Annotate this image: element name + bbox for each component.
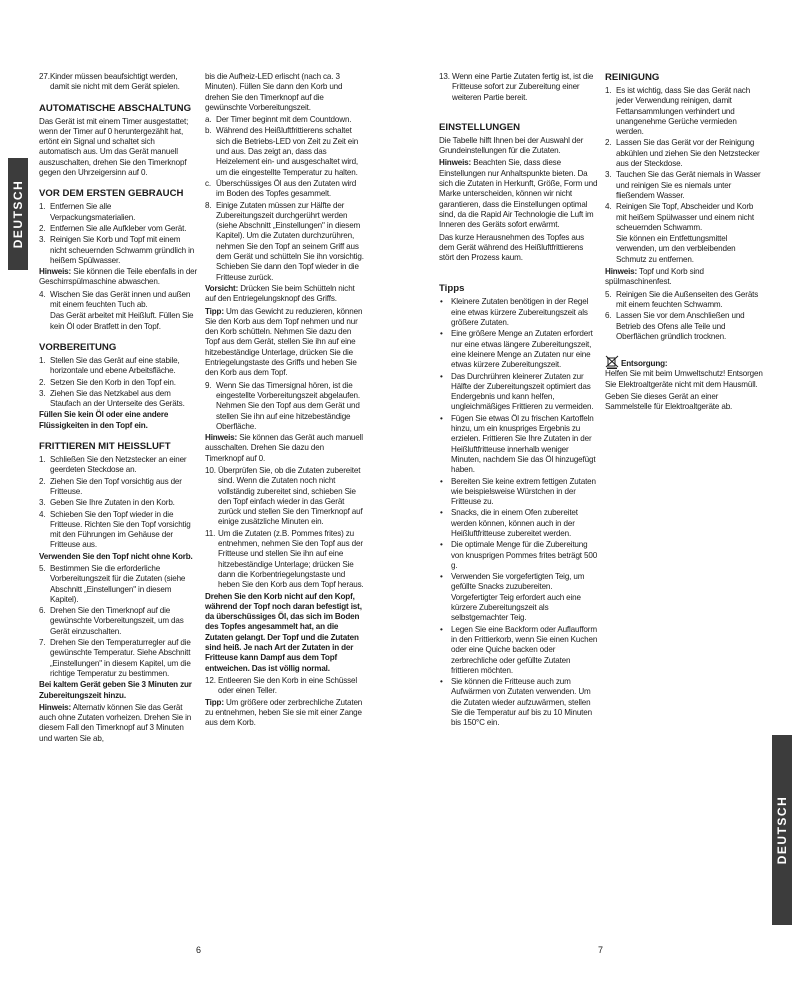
frying-steps-10-11	[205, 466, 364, 591]
hint-settings: Hinweis: Beachten Sie, dass diese Einstellungen nur Anhaltspunkte bieten. Da sich die Zutaten in Herkunft, Größe, Form und Marke unterscheiden, können wir nicht garantieren, dass die Einstellungen optimal sind, da die Rapid Air Technologie die Luft im Inneren des Geräts sofort erwärmt.	[439, 158, 598, 230]
frying-steps-2	[39, 564, 198, 679]
disposal-block	[605, 355, 765, 390]
list-item: • Legen Sie eine Backform oder Auflaufform in den Frittierkorb, wenn Sie einen Kuchen oder eine Quiche backen oder zerbrechliche oder gefüllte Zutaten frittieren möchten.	[440, 624, 598, 675]
section-title-settings: EINSTELLUNGEN	[439, 121, 521, 133]
section-title-auto-shutoff: AUTOMATISCHE ABSCHALTUNG	[39, 102, 192, 114]
list-item: 3. Ziehen Sie das Netzkabel aus dem Staufach an der Unterseite des Geräts.	[39, 388, 185, 409]
settings-text-2: Das kurze Herausnehmen des Topfes aus dem Gerät während des Heißluftfrittierens stört den Prozess kaum.	[439, 232, 585, 263]
cold-device-note: Bei kaltem Gerät geben Sie 3 Minuten zur Zubereitungszeit hinzu.	[39, 680, 192, 700]
list-item: 4. Reinigen Sie Topf, Abscheider und Korb mit heißem Spülwasser und einem nicht scheuernden Schwamm.	[605, 202, 754, 232]
degreaser-note: Sie können ein Entfettungsmittel verwenden, um den verbleibenden Schmutz zu entfernen.	[616, 234, 736, 264]
list-item: 13. Wenn eine Partie Zutaten fertig ist, ist die Fritteuse sofort zur Zubereitung einer weiteren Partie bereit.	[439, 72, 594, 102]
list-item: 1. Es ist wichtig, dass Sie das Gerät nach jeder Verwendung reinigen, damit Fettansammlungen verhindert und unangenehme Gerüche vermieden werden.	[605, 86, 751, 137]
safety-list-end	[39, 72, 198, 93]
language-tab-left	[8, 158, 28, 270]
section-title-cleaning: REINIGUNG	[605, 72, 660, 83]
tip-shake-basket: Tipp: Um das Gewicht zu reduzieren, können Sie den Korb aus dem Topf nehmen und nur den Korb schütteln. Nehmen Sie dazu den Topf aus dem Gerät, stellen Sie ihn auf eine hitzebeständige Unterlage, drücken Sie die Entriegelungstaste des Griffs und heben Sie den Korb aus dem Topf.	[205, 306, 363, 378]
list-item: 3. Geben Sie Ihre Zutaten in den Korb.	[39, 498, 175, 508]
list-item: 2. Lassen Sie das Gerät vor der Reinigung abkühlen und ziehen Sie den Netzstecker aus der Steckdose.	[605, 138, 760, 169]
first-use-step-4	[39, 290, 198, 311]
disposal-text: Helfen Sie mit beim Umweltschutz! Entsorgen Sie Elektroaltgeräte nicht mit dem Hausmüll.	[605, 369, 763, 389]
list-item: 3. Tauchen Sie das Gerät niemals in Wasser und reinigen Sie es niemals unter fließendem Wasser.	[605, 170, 761, 200]
basket-flip-warning: Drehen Sie den Korb nicht auf den Kopf, während der Topf noch daran befestigt ist, da überschüssiges Öl, das sich im Boden des Topfes angesammelt hat, an die Zutaten gelangt. Der Topf und die Zutaten sind heiß. Je nach Art der Zutaten in der Fritteuse kann Dampf aus dem Topf entweichen. Das ist völlig normal.	[205, 591, 362, 673]
list-item: 10. Überprüfen Sie, ob die Zutaten zubereitet sind. Wenn die Zutaten noch nicht vollständig zubereitet sind, schieben Sie den Topf einfach wieder in das Gerät zurück und stellen Sie den Timerknopf auf einige zusätzliche Minuten ein.	[205, 465, 363, 527]
list-item: 5. Bestimmen Sie die erforderliche Vorbereitungszeit für die Zutaten (siehe Abschnitt „Einstellungen" in diesem Kapitel).	[39, 563, 186, 604]
list-item: 6. Drehen Sie den Timerknopf auf die gewünschte Vorbereitungszeit, um das Gerät einzuschalten.	[39, 606, 184, 636]
list-item: • Eine größere Menge an Zutaten erfordert nur eine etwas längere Zubereitungszeit, eine kleinere Menge an Zutaten nur eine etwas kürzere Zubereitungszeit.	[440, 329, 593, 370]
list-item: 11. Um die Zutaten (z.B. Pommes frites) zu entnehmen, nehmen Sie den Topf aus der Fritteuse und stellen Sie ihn auf eine hitzebeständige Unterlage; drücken Sie dann die Korbentriegelungstaste und heben Sie den Korb aus dem Topf heraus.	[205, 528, 364, 590]
frying-step-13	[439, 72, 599, 103]
tips-list	[439, 297, 599, 728]
list-item: 2. Entfernen Sie alle Aufkleber vom Gerät.	[39, 223, 187, 233]
list-item: c. Überschüssiges Öl aus den Zutaten wird im Boden des Topfes gesammelt.	[205, 178, 357, 199]
list-item: • Snacks, die in einem Ofen zubereitet werden können, können auch in der Heißluftfritteuse zubereitet werden.	[440, 508, 578, 538]
list-item: 4. Wischen Sie das Gerät innen und außen mit einem feuchten Tuch ab.	[39, 289, 191, 310]
list-item: • Sie können die Fritteuse auch zum Aufwärmen von Zutaten verwenden. Um die Zutaten wieder aufzuwärmen, stellen Sie die Temperatur auf bis zu 10 Minuten bis 150°C ein.	[440, 677, 592, 728]
cleaning-steps-2	[605, 290, 765, 342]
page-number-right: 7	[598, 945, 604, 955]
page-number-left: 6	[196, 945, 202, 955]
hot-air-note: Das Gerät arbeitet mit Heißluft. Füllen Sie kein Öl oder Bratfett in den Topf.	[50, 311, 194, 331]
caution-shake: Vorsicht: Drücken Sie beim Schütteln nicht auf den Entriegelungsknopf des Griffs.	[205, 283, 355, 304]
list-item: 8. Einige Zutaten müssen zur Hälfte der Zubereitungszeit durchgerührt werden (siehe Abschnitt „Einstellungen" in diesem Kapitel). Um die Zutaten durchzurühren, nehmen Sie den Topf an seinem Griff aus dem Gerät und schütteln Sie ihn vorsichtig. Schieben Sie dann den Topf wieder in die Fritteuse zurück.	[205, 200, 364, 282]
preparation-steps	[39, 356, 198, 409]
settings-text: Die Tabelle hilft Ihnen bei der Auswahl der Grundeinstellungen für die Zutaten.	[439, 135, 584, 156]
list-item: • Fügen Sie etwas Öl zu frischen Kartoffeln hinzu, um ein knuspriges Ergebnis zu erzielen. Frittieren Sie Ihre Zutaten in der Heißluftfritteuse innerhalb weniger Minuten, nachdem Sie das Öl hinzugefügt haben.	[440, 413, 596, 475]
list-item: 6. Lassen Sie vor dem Anschließen und Betrieb des Ofens alle Teile und Oberflächen gründlich trocknen.	[605, 311, 745, 341]
list-item: 27. Kinder müssen beaufsichtigt werden, damit sie nicht mit dem Gerät spielen.	[39, 72, 180, 92]
hint-dishwasher-safe: Hinweis: Topf und Korb sind spülmaschinenfest.	[605, 267, 704, 287]
disposal-title: Entsorgung:	[621, 359, 668, 369]
section-title-preparation: VORBEREITUNG	[39, 341, 117, 353]
preheat-continued: bis die Aufheiz-LED erlischt (nach ca. 3 Minuten). Füllen Sie dann den Korb und drehen Sie den Timerknopf auf die gewünschte Vorbereitungszeit.	[205, 72, 343, 112]
hint-preheat: Hinweis: Alternativ können Sie das Gerät auch ohne Zutaten vorheizen. Drehen Sie in diesem Fall den Timerknopf auf 3 Minuten und warten Sie ab,	[39, 702, 192, 743]
list-item: 1. Stellen Sie das Gerät auf eine stabile, horizontale und ebene Arbeitsfläche.	[39, 355, 180, 376]
hint-manual-off: Hinweis: Sie können das Gerät auch manuell ausschalten. Drehen Sie dazu den Timerknopf auf 0.	[205, 433, 363, 463]
list-item: • Bereiten Sie keine extrem fettigen Zutaten wie beispielsweise Würstchen in der Fritteuse zu.	[440, 476, 596, 507]
list-item: 5. Reinigen Sie die Außenseiten des Geräts mit einem feuchten Schwamm.	[605, 289, 759, 309]
list-item: 3. Reinigen Sie Korb und Topf mit einem nicht scheuernden Schwamm gründlich in heißem Spülwasser.	[39, 235, 195, 265]
list-item: b. Während des Heißluftfrittierens schaltet sich die Betriebs-LED von Zeit zu Zeit ein und aus. Das zeigt an, dass das Heizelement ein- und ausgeschaltet wird, um die eingestellte Temperatur zu halten.	[205, 126, 359, 177]
crossed-out-bin-icon	[605, 355, 619, 369]
first-use-steps	[39, 202, 198, 266]
list-item: • Die optimale Menge für die Zubereitung von knusprigen Pommes frites beträgt 500 g.	[440, 540, 598, 570]
list-item: 7. Drehen Sie den Temperaturregler auf die gewünschte Temperatur. Siehe Abschnitt „Einstellungen" in diesem Kapitel, um die richtige Temperatur zu bestimmen.	[39, 638, 191, 678]
disposal-text-2: Geben Sie dieses Gerät an einer Sammelstelle für Elektroaltgeräte ab.	[605, 392, 733, 412]
section-title-first-use: VOR DEM ERSTEN GEBRAUCH	[39, 188, 184, 200]
frying-steps	[39, 455, 198, 551]
list-item: 4. Schieben Sie den Topf wieder in die Fritteuse. Richten Sie den Topf vorsichtig mit den Führungen im Gehäuse der Fritteuse aus.	[39, 509, 191, 550]
list-item: • Verwenden Sie vorgefertigten Teig, um gefüllte Snacks zuzubereiten. Vorgefertigter Teig erfordert auch eine kürzere Zubereitungszeit als selbstgemachter Teig.	[440, 572, 585, 623]
list-item: • Kleinere Zutaten benötigen in der Regel eine etwas kürzere Zubereitungszeit als größere Zutaten.	[440, 297, 589, 328]
no-oil-warning: Füllen Sie kein Öl oder eine andere Flüssigkeiten in den Topf ein.	[39, 410, 169, 430]
frying-sub-steps	[205, 115, 364, 283]
list-item: 2. Ziehen Sie den Topf vorsichtig aus der Fritteuse.	[39, 476, 182, 496]
list-item: a. Der Timer beginnt mit dem Countdown.	[205, 115, 352, 125]
auto-shutoff-text: Das Gerät ist mit einem Timer ausgestattet; wenn der Timer auf 0 heruntergezählt hat, ertönt ein Signal und schaltet sich automatisch aus. Um das Gerät manuell auszuschalten, drehen Sie den Timerknopf gegen den Uhrzeigersinn auf 0.	[39, 116, 189, 178]
cleaning-steps	[605, 86, 765, 233]
list-item: • Das Durchrühren kleinerer Zutaten zur Hälfte der Zubereitungszeit optimiert das Endergebnis und kann helfen, ungleichmäßiges Frittieren zu vermeiden.	[440, 371, 594, 412]
frying-step-9	[205, 381, 364, 432]
language-tab-right-label: DEUTSCH	[775, 795, 789, 865]
column-3	[439, 72, 599, 730]
frying-step-12	[205, 676, 364, 697]
list-item: 2. Setzen Sie den Korb in den Topf ein.	[39, 377, 176, 387]
column-4	[605, 72, 765, 415]
language-tab-left-label: DEUTSCH	[11, 179, 25, 249]
list-item: 12. Entleeren Sie den Korb in eine Schüssel oder einen Teller.	[205, 675, 358, 696]
list-item: 1. Entfernen Sie alle Verpackungsmaterialien.	[39, 202, 136, 222]
list-item: 9. Wenn Sie das Timersignal hören, ist die eingestellte Vorbereitungszeit abgelaufen. Nehmen Sie den Topf aus dem Gerät und stellen Sie ihn auf eine hitzebeständige Oberfläche.	[205, 380, 360, 431]
list-item: 1. Schließen Sie den Netzstecker an einer geerdeten Steckdose an.	[39, 455, 187, 475]
section-title-hot-air-frying: FRITTIEREN MIT HEISSLUFT	[39, 441, 171, 453]
column-2	[205, 72, 364, 730]
tip-tongs: Tipp: Um größere oder zerbrechliche Zutaten zu entnehmen, heben Sie sie mit einer Zange aus dem Korb.	[205, 697, 363, 728]
hint-dishwasher: Hinweis: Sie können die Teile ebenfalls in der Geschirrspülmaschine abwaschen.	[39, 267, 198, 287]
column-1	[39, 72, 198, 746]
section-title-tips: Tipps	[439, 283, 465, 295]
language-tab-right	[772, 735, 792, 925]
basket-warning: Verwenden Sie den Topf nicht ohne Korb.	[39, 551, 193, 561]
